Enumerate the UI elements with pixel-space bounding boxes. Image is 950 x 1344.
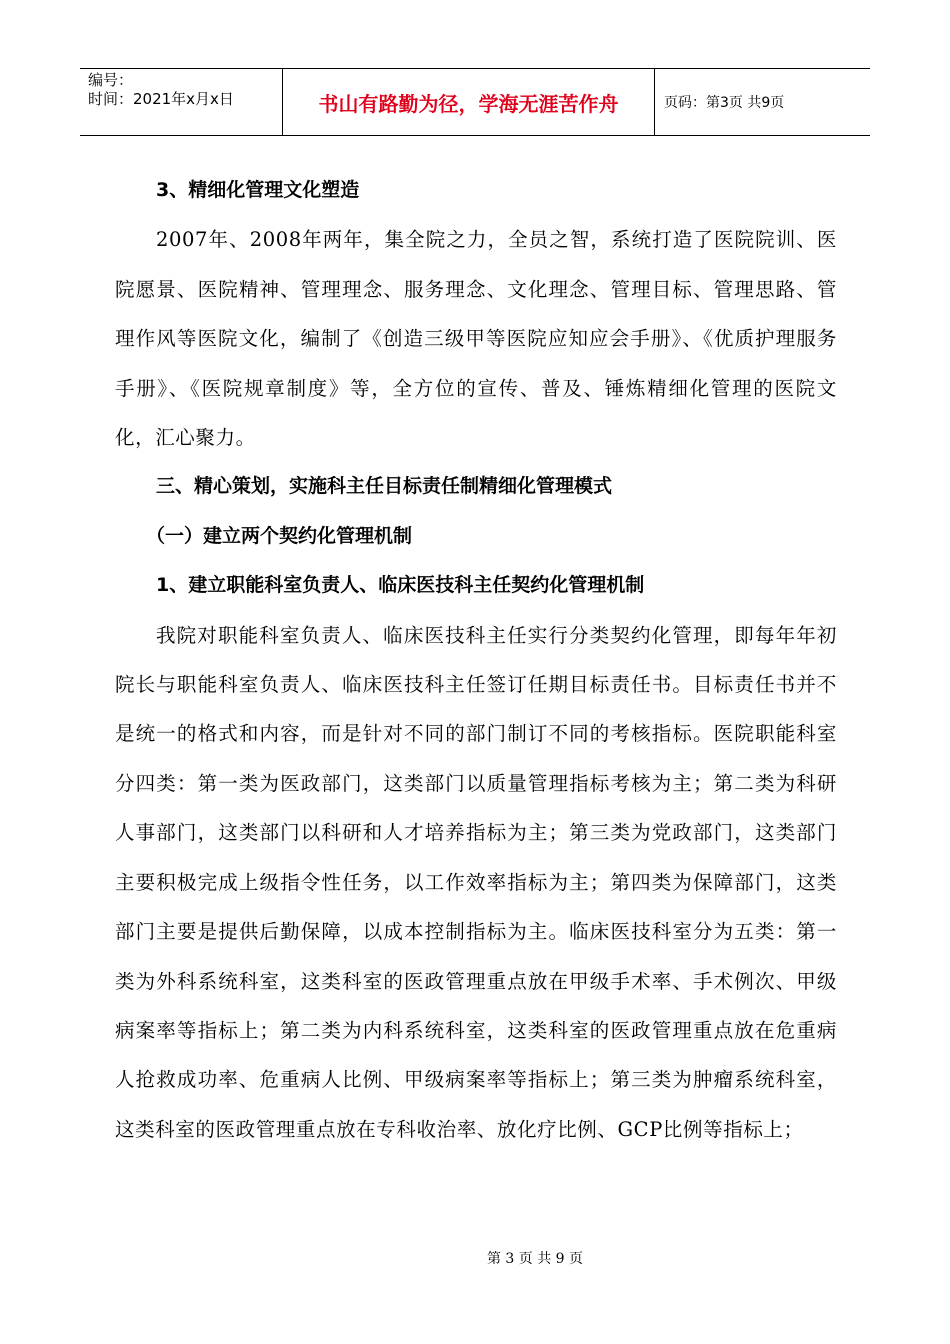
document-number-label: 编号： [88, 71, 134, 89]
header-page-info: 页码：第3页 共9页 [664, 95, 785, 111]
header-page-cell [655, 69, 870, 135]
body-paragraph: 2007年、2008年两年，集全院之力，全员之智，系统打造了医院院训、医院愿景、医院精神、管理理念、服务理念、文化理念、管理目标、管理思路、管理作风等医院文化，编制了《创造三级甲等医院应知应会手册》、《优质护理服务手册》、《医院规章制度》等，全方位的宣传、普及、锤炼精细化管理的医院文化，汇心聚力。 [115, 228, 837, 450]
header-motto-cell [283, 69, 655, 135]
page-footer: 第 3 页 共 9 页 [486, 1251, 584, 1267]
document-date: 时间：2021年x月x日 [88, 90, 234, 108]
part-heading: 三、精心策划，实施科主任目标责任制精细化管理模式 [156, 475, 613, 498]
header-meta-cell [80, 69, 283, 135]
header-motto: 书山有路勤为径，学海无涯苦作舟 [318, 91, 619, 116]
section-heading: 3、精细化管理文化塑造 [156, 179, 360, 201]
subsection-heading: （一）建立两个契约化管理机制 [146, 524, 413, 547]
page-header [80, 68, 870, 136]
item-heading: 1、建立职能科室负责人、临床医技科主任契约化管理机制 [156, 574, 645, 597]
document-body [115, 166, 837, 1154]
body-paragraph: 我院对职能科室负责人、临床医技科主任实行分类契约化管理，即每年年初院长与职能科室负责人、临床医技科主任签订任期目标责任书。目标责任书并不是统一的格式和内容，而是针对不同的部门制订不同的考核指标。医院职能科室分四类：第一类为医政部门，这类部门以质量管理指标考核为主；第二类为科研人事部门，这类部门以科研和人才培养指标为主；第三类为党政部门，这类部门主要积极完成上级指令性任务，以工作效率指标为主；第四类为保障部门，这类部门主要是提供后勤保障，以成本控制指标为主。临床医技科室分为五类：第一类为外科系统科室，这类科室的医政管理重点放在甲级手术率、手术例次、甲级病案率等指标上；第二类为内科系统科室，这类科室的医政管理重点放在危重病人抢救成功率、危重病人比例、甲级病案率等指标上；第三类为肿瘤系统科室，这类科室的医政管理重点放在专科收治率、放化疗比例、GCP比例等指标上； [115, 623, 837, 1141]
